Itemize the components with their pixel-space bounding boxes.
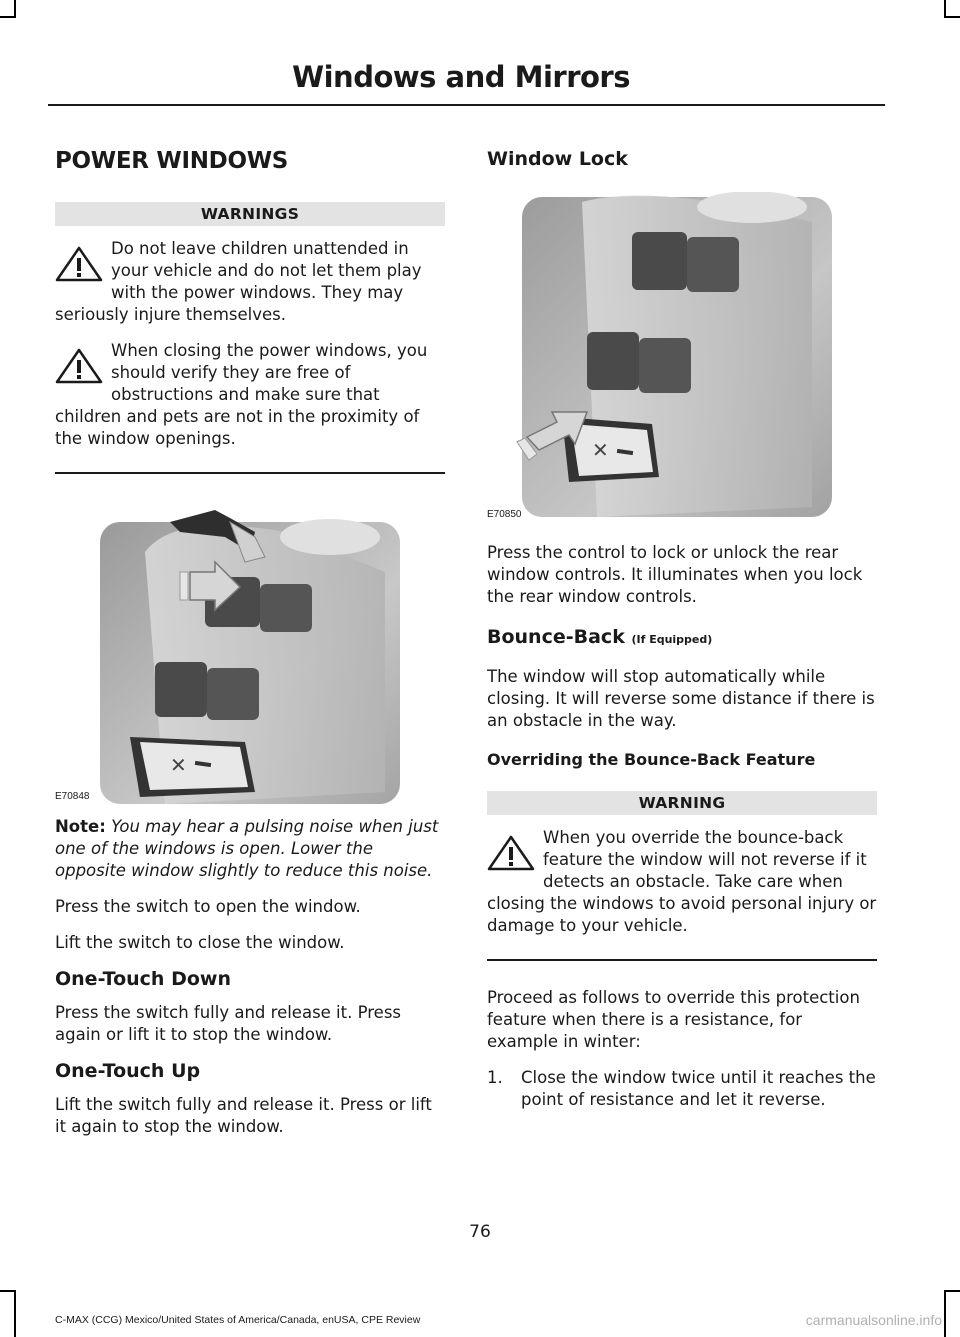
- left-column: [55, 140, 445, 1152]
- press-open-text: Press the switch to open the window.: [55, 897, 361, 916]
- svg-text:✕: ✕: [592, 438, 609, 462]
- window-switch-illustration: [55, 492, 445, 804]
- header-rule: [48, 104, 885, 106]
- crop-mark: [944, 16, 960, 18]
- window-lock-illustration: [487, 192, 877, 522]
- step-number: 1.: [487, 1068, 503, 1087]
- figure-label: E70850: [487, 509, 522, 520]
- overriding-title: Overriding the Bounce-Back Feature: [487, 750, 816, 769]
- one-touch-down-title: One-Touch Down: [55, 968, 231, 990]
- warning-triangle-icon: [487, 835, 535, 871]
- bounce-back-title: [487, 626, 877, 648]
- power-window-switch-figure: [55, 492, 445, 804]
- footer-text: C-MAX (CCG) Mexico/United States of America/Canada, enUSA, CPE Review: [55, 1314, 421, 1326]
- page-header: Windows and Mirrors: [292, 60, 630, 94]
- svg-text:✕: ✕: [170, 753, 187, 777]
- crop-mark: [944, 1290, 946, 1337]
- warning-triangle-icon: [55, 246, 103, 282]
- warning-text: When closing the power windows, you should verify they are free of obstructions and make sure that children and pets are not in the proximity of the window openings.: [55, 341, 428, 448]
- note-label: Note:: [55, 817, 106, 836]
- proceed-text: Proceed as follows to override this protection feature when there is a resistance, for example in winter:: [487, 988, 860, 1051]
- warning-block: [487, 791, 877, 961]
- warning-heading: WARNING: [487, 791, 877, 815]
- note-paragraph: [55, 816, 445, 882]
- one-touch-up-text: Lift the switch fully and release it. Press or lift it again to stop the window.: [55, 1095, 432, 1136]
- crop-mark: [14, 1290, 16, 1337]
- watermark: carmanualsonline.info: [805, 1312, 942, 1328]
- bounce-back-title-text: Bounce-Back: [487, 626, 625, 648]
- warnings-heading: WARNINGS: [55, 202, 445, 226]
- step-text: Close the window twice until it reaches the point of resistance and let it reverse.: [521, 1068, 876, 1109]
- page-number: 76: [469, 1222, 491, 1242]
- warning-item: [55, 340, 445, 450]
- one-touch-down-text: Press the switch fully and release it. Press again or lift it to stop the window.: [55, 1003, 402, 1044]
- section-title: POWER WINDOWS: [55, 148, 289, 174]
- figure-label: E70848: [55, 791, 90, 802]
- warning-text: Do not leave children unattended in your vehicle and do not let them play with the power windows. They may seriously injure themselves.: [55, 239, 422, 324]
- right-column: [487, 140, 877, 1111]
- warning-item: [487, 827, 877, 937]
- bounce-back-text: The window will stop automatically while closing. It will reverse some distance if there is an obstacle in the way.: [487, 667, 875, 730]
- warning-item: [55, 238, 445, 326]
- warnings-block: [55, 202, 445, 474]
- steps-list: [487, 1067, 877, 1111]
- warning-triangle-icon: [55, 348, 103, 384]
- crop-mark: [0, 16, 16, 18]
- if-equipped-label: (If Equipped): [631, 633, 713, 646]
- note-text: You may hear a pulsing noise when just one of the windows is open. Lower the opposite window slightly to reduce this noise.: [55, 817, 439, 880]
- lift-close-text: Lift the switch to close the window.: [55, 933, 345, 952]
- warning-text: When you override the bounce-back feature the window will not reverse if it detects an obstacle. Take care when closing the windows to avoid personal injury or damage to your vehicle.: [487, 828, 877, 935]
- window-lock-title: Window Lock: [487, 148, 628, 170]
- window-lock-text: Press the control to lock or unlock the rear window controls. It illuminates when you lock the rear window controls.: [487, 543, 863, 606]
- crop-mark: [944, 1290, 960, 1292]
- one-touch-up-title: One-Touch Up: [55, 1060, 201, 1082]
- list-item: [487, 1067, 877, 1111]
- crop-mark: [0, 1290, 16, 1292]
- window-lock-figure: [487, 192, 877, 522]
